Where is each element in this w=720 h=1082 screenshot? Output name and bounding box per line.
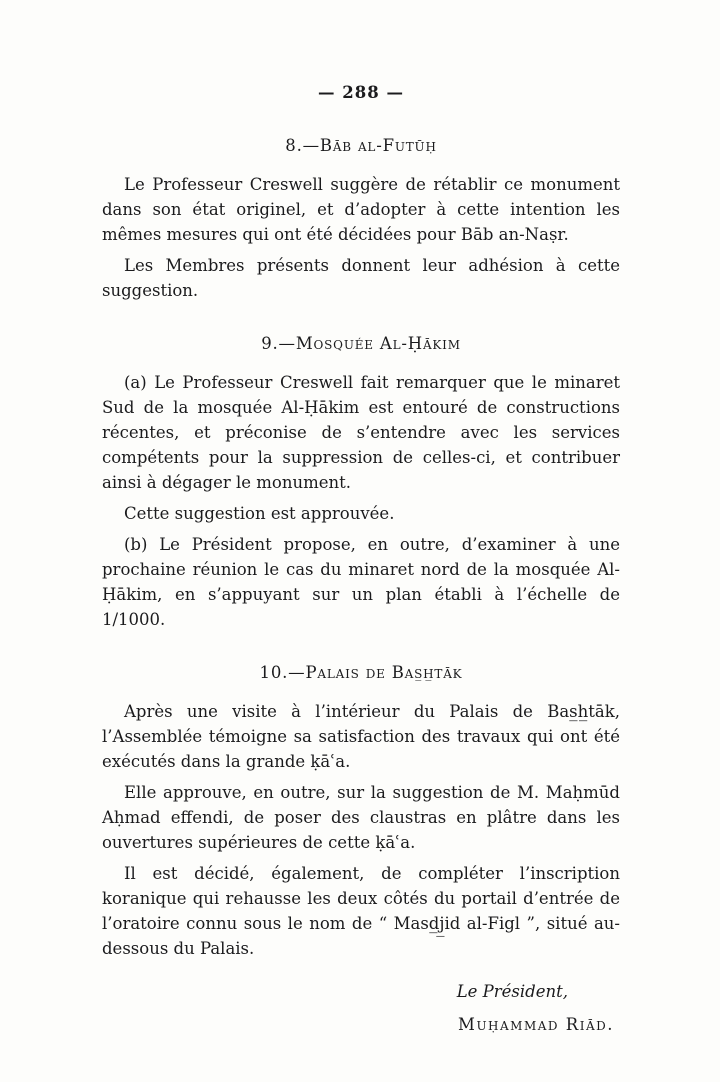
section-bab-al-futuh xyxy=(102,133,620,303)
page-number: — 288 — xyxy=(318,83,404,102)
paragraph: Elle approuve, en outre, sur la suggestion de M. Maḥmūd Aḥmad effendi, de poser des claustras en plâtre dans les ouvertures supérieures de cette ḳāʿa. xyxy=(102,783,620,852)
section-heading: 8.—Bāb al-Futūḥ xyxy=(285,136,437,155)
paragraph: Les Membres présents donnent leur adhésion à cette suggestion. xyxy=(102,256,620,300)
paragraph: Après une visite à l’intérieur du Palais de Bas̲h̲tāk, l’Assemblée témoigne sa satisfaction des travaux qui ont été exécutés dans la grande ḳāʿa. xyxy=(102,702,620,771)
paragraph: Cette suggestion est approuvée. xyxy=(124,504,395,523)
signature-name: Muḥammad Riād. xyxy=(458,1015,614,1034)
section-mosquee-al-hakim xyxy=(102,331,620,632)
paragraph: (b) Le Président propose, en outre, d’examiner à une prochaine réunion le cas du minaret nord de la mosquée Al-Ḥākim, en s’appuyant sur un plan établi à l’échelle de 1/1000. xyxy=(102,535,620,629)
paragraph: Il est décidé, également, de compléter l’inscription koranique qui rehausse les deux côtés du portail d’entrée de l’oratoire connu sous le nom de “ Masd̲j̲id al-Figl ”, situé au-dessous du Palais. xyxy=(102,864,620,958)
paragraph: (a) Le Professeur Creswell fait remarquer que le minaret Sud de la mosquée Al-Ḥākim est entouré de constructions récentes, et préconise de s’entendre avec les services compétents pour la suppression de celles-ci, et contribuer ainsi à dégager le monument. xyxy=(102,373,620,492)
signature-role: Le Président, xyxy=(456,982,568,1001)
section-palais-de-bashtak xyxy=(102,660,620,961)
section-heading: 9.—Mosquée Al-Ḥākim xyxy=(261,334,461,353)
signature-block xyxy=(102,979,620,1037)
section-heading: 10.—Palais de Bas̲h̲tāk xyxy=(259,663,463,682)
paragraph: Le Professeur Creswell suggère de rétablir ce monument dans son état originel, et d’adopter à cette intention les mêmes mesures qui ont été décidées pour Bāb an-Naṣr. xyxy=(102,175,620,244)
